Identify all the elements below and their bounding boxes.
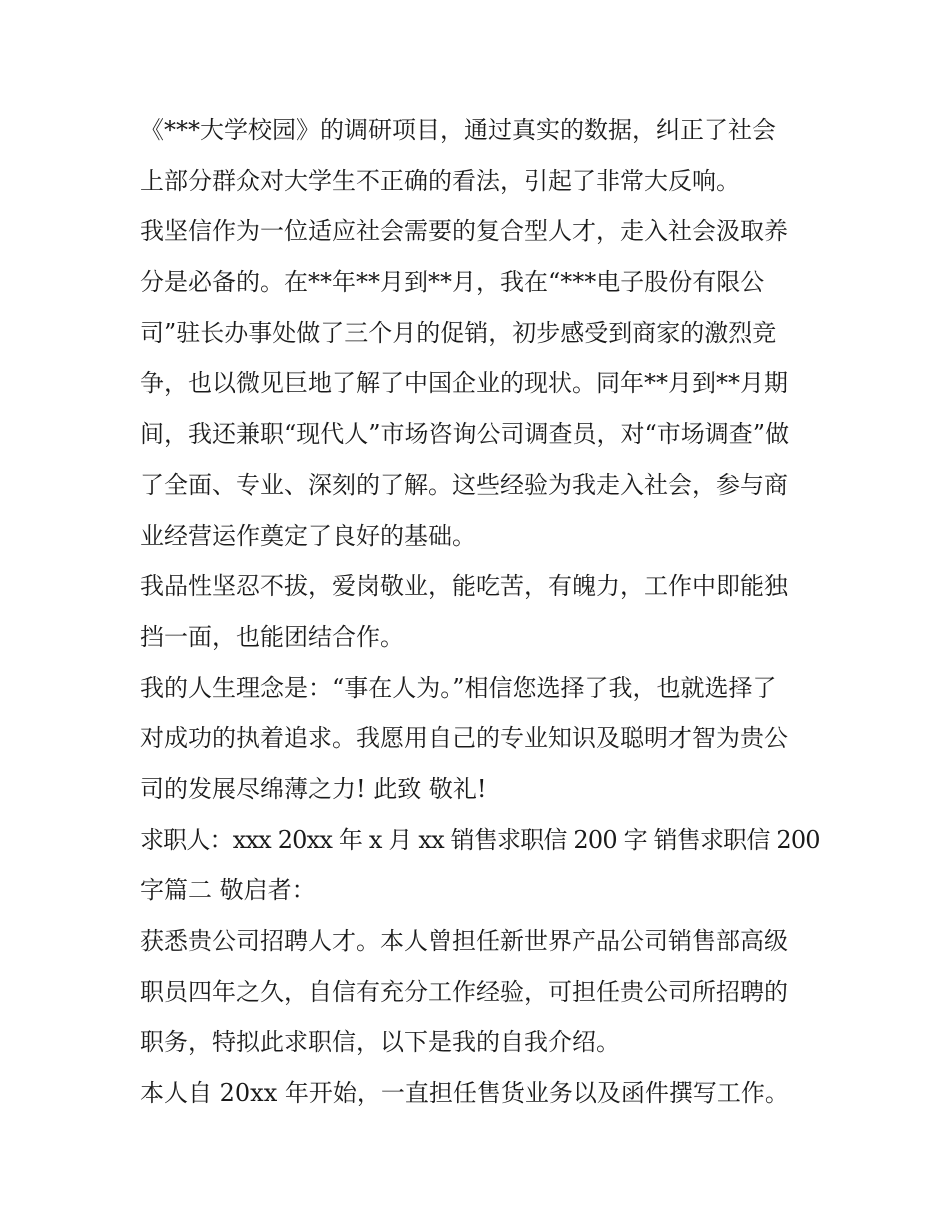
- text-line: 对成功的执着追求。我愿用自己的专业知识及聪明才智为贵公: [140, 724, 788, 753]
- letter-body: [140, 105, 820, 1119]
- text-line: 《***大学校园》的调研项目，通过真实的数据，纠正了社会: [140, 116, 776, 144]
- text-line: 司的发展尽绵薄之力! 此致 敬礼!: [140, 774, 487, 803]
- text-line: 我坚信作为一位适应社会需要的复合型人才，走入社会汲取养: [140, 217, 788, 246]
- text-line: 挡一面，也能团结合作。: [140, 622, 404, 651]
- text-line: 分是必备的。在**年**月到**月，我在“***电子股份有限公: [140, 268, 765, 297]
- text-line: 上部分群众对大学生不正确的看法，引起了非常大反响。: [140, 166, 740, 195]
- text-line: 司”驻长办事处做了三个月的促销，初步感受到商家的激烈竞: [140, 318, 777, 347]
- text-line: 了全面、专业、深刻的了解。这些经验为我走入社会，参与商: [140, 470, 788, 499]
- text-line: 职员四年之久，自信有充分工作经验，可担任贵公司所招聘的: [140, 977, 788, 1006]
- text-line: 字篇二 敬启者：: [140, 876, 316, 905]
- text-line: 业经营运作奠定了良好的基础。: [140, 521, 476, 550]
- text-line: 职务，特拟此求职信，以下是我的自我介绍。: [140, 1028, 620, 1057]
- text-line: 争，也以微见巨地了解了中国企业的现状。同年**月到**月期: [140, 369, 788, 398]
- text-line: 我的人生理念是：“事在人为。”相信您选择了我，也就选择了: [140, 673, 777, 702]
- text-line: 获悉贵公司招聘人才。本人曾担任新世界产品公司销售部高级: [140, 927, 788, 955]
- text-line: 我品性坚忍不拔，爱岗敬业，能吃苦，有魄力，工作中即能独: [140, 572, 788, 601]
- text-line: 本人自 20xx 年开始，一直担任售货业务以及函件撰写工作。: [140, 1079, 789, 1108]
- text-line: 间，我还兼职“现代人”市场咨询公司调查员，对“市场调查”做: [140, 420, 790, 449]
- text-line: 求职人：xxx 20xx 年 x 月 xx 销售求职信 200 字 销售求职信 200: [140, 825, 820, 854]
